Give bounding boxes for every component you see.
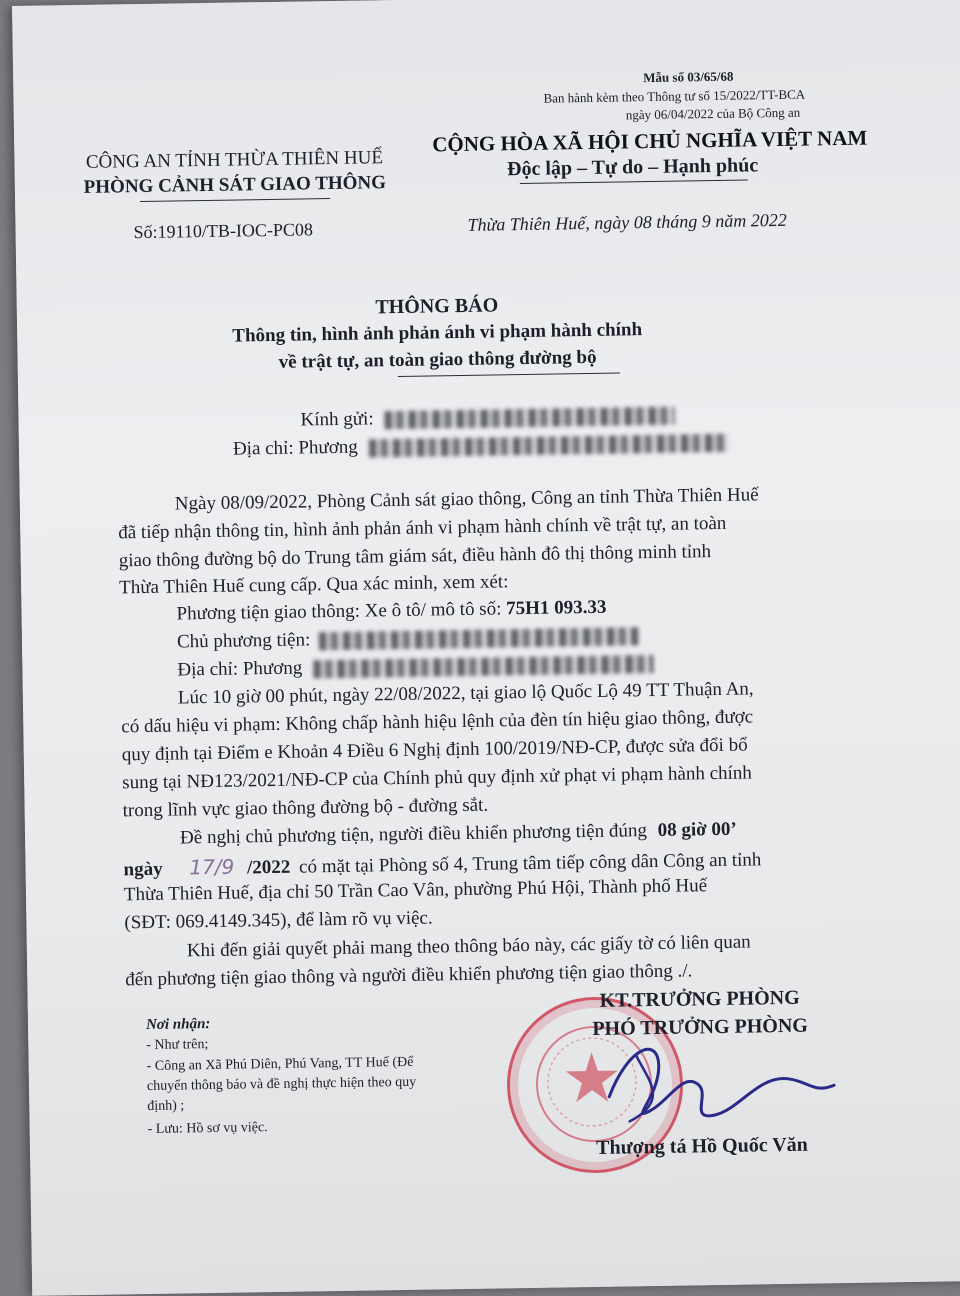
agency-underline <box>140 198 330 202</box>
notice-subtitle-1: Thông tin, hình ảnh phản ánh vi phạm hành chính <box>232 319 643 347</box>
body-p3-day-label: ngày <box>123 858 163 881</box>
form-issued-line2: ngày 06/04/2022 của Bộ Công an <box>625 104 801 123</box>
body-p2-line4: sung tại NĐ123/2021/NĐ-CP của Chính phủ quy định xử phạt vi phạm hành chính <box>122 762 752 794</box>
recipients-item1: - Như trên; <box>146 1037 209 1054</box>
handwritten-day: 17/9 <box>189 854 235 880</box>
agency-line2: PHÒNG CẢNH SÁT GIAO THÔNG <box>83 172 387 198</box>
body-p2-line3: quy định tại Điểm e Khoản 4 Điều 6 Nghị định 100/2019/NĐ-CP, được sửa đổi bổ <box>121 734 748 766</box>
signature-title-2: PHÓ TRƯỞNG PHÒNG <box>592 1014 809 1041</box>
form-number: Mẫu số 03/65/68 <box>643 68 734 86</box>
body-p3-line4: (SĐT: 069.4149.345), để làm rõ vụ việc. <box>124 907 433 934</box>
recipient-to-label: Kính gửi: <box>300 408 374 431</box>
title-underline <box>398 372 620 376</box>
body-p4-line1: Khi đến giải quyết phải mang theo thông báo này, các giấy tờ có liên quan <box>186 931 751 962</box>
redacted-recipient-address <box>368 433 728 457</box>
body-p2-line1: Lúc 10 giờ 00 phút, ngày 22/08/2022, tại giao lộ Quốc Lộ 49 TT Thuận An, <box>177 678 754 709</box>
vehicle-label: Phương tiện giao thông: Xe ô tô/ mô tô số: <box>176 598 502 625</box>
nation-line1: CỘNG HÒA XÃ HỘI CHỦ NGHĨA VIỆT NAM <box>432 125 868 157</box>
body-p3-year: /2022 <box>246 856 291 879</box>
document-number: Số:19110/TB-IOC-PC08 <box>133 219 314 243</box>
recipient-row <box>300 404 674 432</box>
recipients-title: Nơi nhận: <box>145 1016 211 1034</box>
handwritten-signature <box>588 1023 850 1137</box>
body-p3-line2-rest: có mặt tại Phòng số 4, Trung tâm tiếp công dân Công an tỉnh <box>298 849 762 878</box>
body-p1-line1: Ngày 08/09/2022, Phòng Cảnh sát giao thông, Công an tỉnh Thừa Thiên Huế <box>174 484 759 515</box>
signature-title-1: KT.TRƯỞNG PHÒNG <box>599 986 800 1012</box>
body-p4-line2: đến phương tiện giao thông và người điều khiển phương tiện giao thông ./. <box>125 960 693 991</box>
owner-address-label: Địa chỉ: Phương <box>177 657 303 681</box>
signer-name: Thượng tá Hồ Quốc Văn <box>596 1133 808 1159</box>
recipient-address-label: Địa chỉ: Phương <box>232 436 358 460</box>
owner-row <box>177 624 639 653</box>
owner-label: Chủ phương tiện: <box>176 629 311 653</box>
document-page <box>12 0 960 1296</box>
body-p1-line4: Thừa Thiên Huế cung cấp. Qua xác minh, xem xét: <box>118 571 509 599</box>
body-p3-text: Đề nghị chủ phương tiện, người điều khiển phương tiện đúng <box>179 820 648 849</box>
body-p3-time: 08 giờ 00’ <box>657 818 737 841</box>
vehicle-row <box>176 597 606 626</box>
body-p1-line3: giao thông đường bộ do Trung tâm giám sát, điều hành đô thị thông minh tỉnh <box>118 541 712 572</box>
body-p2-line2: có dấu hiệu vi phạm: Không chấp hành hiệu lệnh của đèn tín hiệu giao thông, được <box>121 706 754 738</box>
body-p2-line5: trong lĩnh vực giao thông đường bộ - đường sắt. <box>122 794 489 822</box>
recipient-address-row <box>233 431 729 461</box>
recipients-item2-line1: - Công an Xã Phú Diên, Phú Vang, TT Huế (Để <box>146 1054 414 1075</box>
recipients-item2-line3: định) ; <box>147 1098 185 1115</box>
notice-title: THÔNG BÁO <box>375 294 499 319</box>
recipients-item2-line2: chuyển thông báo và đề nghị thực hiện theo quy <box>146 1074 417 1095</box>
redacted-owner-name <box>319 627 639 650</box>
recipients-item3: - Lưu: Hồ sơ vụ việc. <box>147 1120 268 1138</box>
body-p3-line1 <box>180 819 737 850</box>
owner-address-row <box>177 652 653 681</box>
body-p1-line2: đã tiếp nhận thông tin, hình ảnh phản ánh vi phạm hành chính về trật tự, an toàn <box>118 512 727 544</box>
vehicle-plate: 75H1 093.33 <box>505 596 607 620</box>
redacted-owner-address <box>313 655 653 678</box>
place-date: Thừa Thiên Huế, ngày 08 tháng 9 năm 2022 <box>467 209 787 235</box>
nation-motto: Độc lập – Tự do – Hạnh phúc <box>506 154 759 181</box>
agency-line1: CÔNG AN TỈNH THỪA THIÊN HUẾ <box>85 147 384 173</box>
notice-subtitle-2: về trật tự, an toàn giao thông đường bộ <box>278 346 597 373</box>
body-p3-line3: Thừa Thiên Huế, địa chỉ 50 Trần Cao Vân, phường Phú Hội, Thành phố Huế <box>123 875 708 906</box>
redacted-recipient-name <box>384 406 674 429</box>
form-issued-line1: Ban hành kèm theo Thông tư số 15/2022/TT-BCA <box>543 86 806 106</box>
